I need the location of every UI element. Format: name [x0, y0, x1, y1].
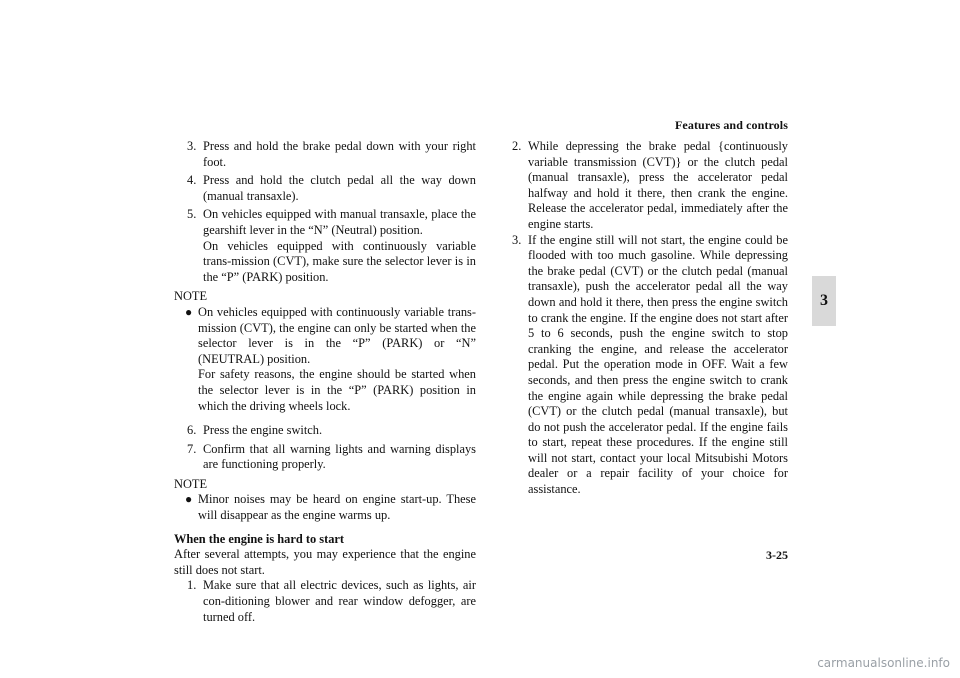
- list-item: [174, 139, 476, 170]
- note-text-block: [198, 305, 476, 414]
- list-item: [174, 578, 476, 625]
- spacer: [174, 414, 476, 423]
- step-text: Confirm that all warning lights and warning displays are functioning properly.: [203, 441, 476, 472]
- list-item: [174, 442, 476, 473]
- step-text-block: [203, 207, 476, 285]
- step-text: Make sure that all electric devices, such as lights, air con-ditioning blower and rear window defogger, are turned off.: [203, 578, 476, 624]
- list-item: [174, 423, 476, 439]
- chapter-tab: [812, 276, 836, 326]
- step-number: 3.: [187, 139, 197, 153]
- note-text: On vehicles equipped with continuously variable trans-mission (CVT), the engine can only be started when the selector lever is in the “P” (PARK) or “N” (NEUTRAL) position.: [198, 304, 476, 366]
- note-label: NOTE: [174, 476, 208, 491]
- section-header: Features and controls: [675, 118, 788, 132]
- watermark: carmanualsonline.info: [817, 656, 950, 670]
- step-text: If the engine still will not start, the engine could be flooded with too much gasoline. While depressing the brake pedal (CVT) or the clutch pedal (manual transaxle), push the accelerator pedal all the way down and hold it there, then press the engine switch to crank the engine. If the engine does not start after 5 to 6 seconds, push the engine switch to stop cranking the engine, and release the accelerator pedal. Put the operation mode in OFF. Wait a few seconds, and then press the engine switch to crank the engine again while depressing the brake pedal (CVT) or the clutch pedal (manual transaxle), but do not push the accelerator pedal. If the engine fails to start, repeat these procedures. If the engine still will not start, contact your local Mitsubishi Motors dealer or a repair facility of your choice for assistance.: [528, 232, 788, 497]
- step-number: 2.: [512, 139, 522, 153]
- list-item: [174, 207, 476, 285]
- step-text: While depressing the brake pedal {continuously variable transmission (CVT)} or the clutch pedal (manual transaxle), press the accelerator pedal halfway and hold it there, then crank the engine. Release the accelerator pedal, immediately after the engine starts.: [528, 139, 788, 231]
- note-bullet: [174, 305, 476, 414]
- step-number: 5.: [187, 207, 197, 222]
- right-column: [512, 139, 788, 498]
- step-number: 7.: [187, 441, 197, 456]
- step-text: Press and hold the brake pedal down with your right foot.: [203, 139, 476, 169]
- note-text: Minor noises may be heard on engine start-up. These will disappear as the engine warms up.: [198, 492, 476, 523]
- list-item: [174, 173, 476, 204]
- list-item: [512, 233, 788, 498]
- note-text-continued: For safety reasons, the engine should be started when the selector lever is in the “P” (PARK) position in which the driving wheels lock.: [198, 367, 476, 413]
- step-number: 4.: [187, 173, 197, 188]
- step-text: Press and hold the clutch pedal all the way down (manual transaxle).: [203, 173, 476, 203]
- step-number: 3.: [512, 232, 522, 247]
- bullet-icon: ●: [185, 304, 193, 319]
- list-item: [512, 139, 788, 233]
- step-number: 6.: [187, 423, 197, 438]
- step-text: Press the engine switch.: [203, 423, 323, 438]
- note-label: NOTE: [174, 289, 208, 304]
- paragraph: After several attempts, you may experience that the engine still does not start.: [174, 547, 476, 577]
- chapter-number: 3: [820, 292, 828, 309]
- section-heading: When the engine is hard to start: [174, 531, 345, 546]
- step-number: 1.: [187, 578, 197, 593]
- page-number: 3-25: [766, 548, 788, 562]
- bullet-icon: ●: [185, 492, 193, 507]
- step-text-continued: On vehicles equipped with continuously variable trans-mission (CVT), make sure the selector lever is in the “P” (PARK) position.: [203, 238, 476, 284]
- left-column: [174, 139, 476, 628]
- step-text: On vehicles equipped with manual transaxle, place the gearshift lever in the “N” (Neutral) position.: [203, 207, 476, 237]
- note-bullet: [174, 492, 476, 523]
